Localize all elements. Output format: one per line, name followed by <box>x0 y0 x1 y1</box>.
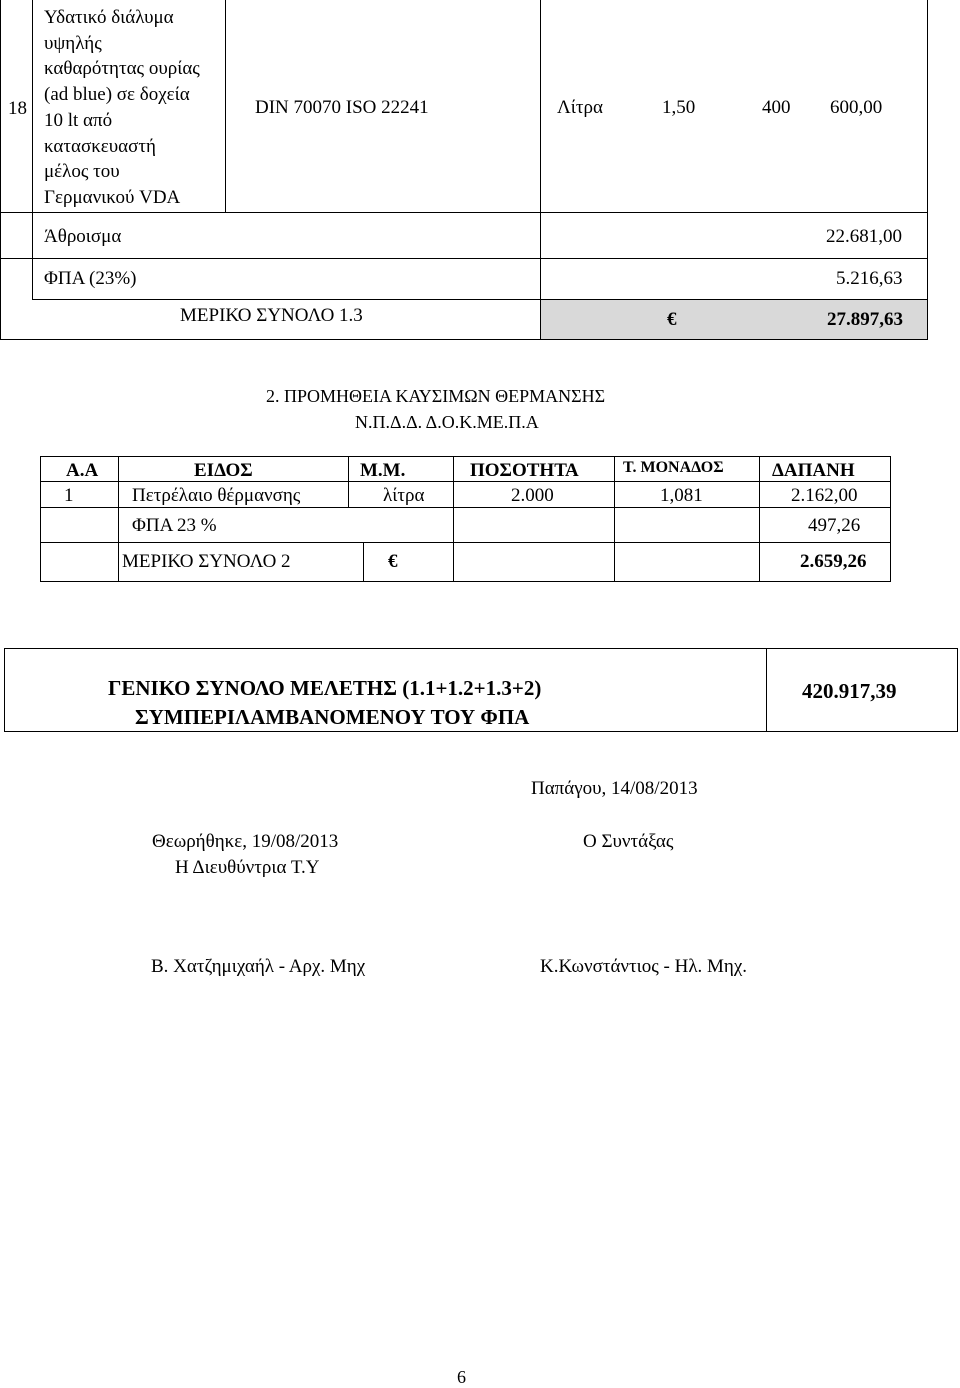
vat-label: ΦΠΑ (23%) <box>44 268 137 289</box>
reviewed-date: Θεωρήθηκε, 19/08/2013 <box>152 831 339 852</box>
item-unit-price: 1,50 <box>662 97 696 118</box>
subtotal-value: 27.897,63 <box>827 309 903 330</box>
euro-icon: € <box>667 309 677 330</box>
sum-label: Άθροισμα <box>44 226 122 247</box>
sum-value: 22.681,00 <box>826 226 902 247</box>
grand-total-label: ΓΕΝΙΚΟ ΣΥΝΟΛΟ ΜΕΛΕΤΗΣ (1.1+1.2+1.3+2) <box>108 676 542 700</box>
item-quantity: 400 <box>762 97 791 118</box>
header-unit: Μ.Μ. <box>360 460 406 481</box>
item-description: Υδατικό διάλυμα υψηλής καθαρότητας ουρίας (ad blue) σε δοχεία 10 lt από κατασκευαστή μέλος του Γερμανικού VDA <box>44 7 200 208</box>
page-number: 6 <box>457 1367 466 1387</box>
vat2-value: 497,26 <box>808 515 861 536</box>
header-item: ΕΙΔΟΣ <box>194 460 253 481</box>
reviewer-title: Η Διευθύντρια Τ.Υ <box>175 857 320 878</box>
grand-total-value: 420.917,39 <box>802 679 897 703</box>
subtotal-label: ΜΕΡΙΚΟ ΣΥΝΟΛΟ 1.3 <box>180 305 363 326</box>
grand-total-sublabel: ΣΥΜΠΕΡΙΛΑΜΒΑΝΟΜΕΝΟΥ ΤΟΥ ΦΠΑ <box>135 705 530 729</box>
reviewer-name: Β. Χατζημιχαήλ - Αρχ. Μηχ <box>151 956 366 977</box>
vat-value: 5.216,63 <box>836 268 903 289</box>
item-amount: 600,00 <box>830 97 883 118</box>
header-unit-price: Τ. ΜΟΝΑΔΟΣ <box>623 459 724 476</box>
row-item: Πετρέλαιο θέρμανσης <box>132 485 301 506</box>
row-quantity: 2.000 <box>511 485 554 506</box>
item-unit: Λίτρα <box>557 97 603 118</box>
section-heading: 2. ΠΡΟΜΗΘΕΙΑ ΚΑΥΣΙΜΩΝ ΘΕΡΜΑΝΣΗΣ <box>266 386 606 406</box>
row-unit: λίτρα <box>383 485 425 506</box>
item-spec: DIN 70070 ISO 22241 <box>255 97 429 118</box>
row-unit-price: 1,081 <box>660 485 703 506</box>
subtotal2-label: ΜΕΡΙΚΟ ΣΥΝΟΛΟ 2 <box>122 551 291 572</box>
header-quantity: ΠΟΣΟΤΗΤΑ <box>470 460 579 481</box>
place-date: Παπάγου, 14/08/2013 <box>531 778 698 799</box>
author-name: Κ.Κωνστάντιος - Ηλ. Μηχ. <box>540 956 748 977</box>
euro-icon: € <box>388 551 398 572</box>
section-subheading: Ν.Π.Δ.Δ. Δ.Ο.Κ.ΜΕ.Π.Α <box>355 412 539 432</box>
row-cost: 2.162,00 <box>791 485 858 506</box>
header-aa: Α.Α <box>66 460 99 481</box>
header-cost: ΔΑΠΑΝΗ <box>772 460 855 481</box>
subtotal2-value: 2.659,26 <box>800 551 867 572</box>
author-title: Ο Συντάξας <box>583 831 674 852</box>
vat2-label: ΦΠΑ 23 % <box>132 515 217 536</box>
row-number: 18 <box>8 98 27 119</box>
row-aa: 1 <box>64 485 74 506</box>
